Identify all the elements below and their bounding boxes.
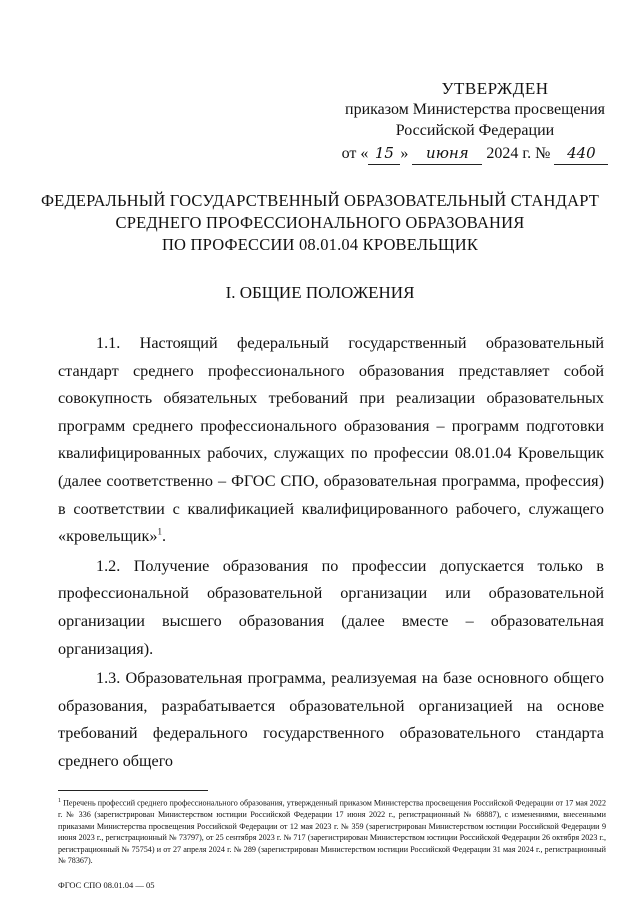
approval-line-federation: Российской Федерации [395,122,555,139]
footnote-text: Перечень профессий среднего профессионального образования, утвержденный приказом Министерства просвещения Российской Федерации от 17 мая 2022 г. № 336 (зарегистрирован Министерством юстиции Российской Федерации 17 июня 2022 г., регистрационный № 68887), с изменениями, внесенными приказами Министерства просвещения Российской Федерации от 12 мая 2023 г. № 359 (зарегистрирован Министерством юстиции Российской Федерации 9 июня 2023 г., регистрационный № 73797), от 25 сентября 2023 г. № 717 (зарегистрирован Министерством юстиции Российской Федерации 26 октября 2023 г., регистрационный № 75754) и от 27 апреля 2024 г. № 289 (зарегистрирован Министерством юстиции Российской Федерации 31 мая 2024 г., регистрационный № 78367). [58,798,606,866]
order-prefix: от « [341,145,369,162]
approval-line-ministry: приказом Министерства просвещения [345,101,605,118]
footnote [58,796,606,867]
footnote-reference: 1 [157,526,162,537]
footnote-divider [58,790,208,791]
paragraph-1-2: 1.2. Получение образования по профессии допускается только в профессиональной образовательной организации или образовательной организации высшего образования (далее вместе – образовательная организация). [58,556,604,658]
document-title-line-1: ФЕДЕРАЛЬНЫЙ ГОСУДАРСТВЕННЫЙ ОБРАЗОВАТЕЛЬНЫЙ СТАНДАРТ [40,191,600,210]
paragraph-1-1 [58,330,604,551]
page-footer-code: ФГОС СПО 08.01.04 — 05 [58,880,155,890]
footnote-mark: 1 [58,798,61,804]
approval-title: УТВЕРЖДЕН [441,79,549,98]
body-text [58,330,604,776]
document-title-line-3: ПО ПРОФЕССИИ 08.01.04 КРОВЕЛЬЩИК [161,235,479,254]
document-title-line-2: СРЕДНЕГО ПРОФЕССИОНАЛЬНОГО ОБРАЗОВАНИЯ [115,213,525,232]
document-title [40,190,600,256]
section-heading: I. ОБЩИЕ ПОЛОЖЕНИЯ [225,283,415,302]
order-number-handwritten: 440 [554,143,608,165]
paragraph-1-1-text: 1.1. Настоящий федеральный государственный образовательный стандарт среднего профессионального образования представляет собой совокупность обязательных требований при реализации образовательных программ среднего профессионального образования – программ подготовки квалифицированных рабочих, служащих по профессии 08.01.04 Кровельщик (далее соответственно – ФГОС СПО, образовательная программа, профессия) в соответствии с квалификацией квалифицированного рабочего, служащего «кровельщик» [58,334,604,546]
paragraph-1-3: 1.3. Образовательная программа, реализуемая на базе основного общего образования, разрабатывается образовательной организацией на основе требований федерального государственного образовательного стандарта среднего общего [58,669,604,770]
order-month-handwritten: июня [412,143,482,165]
order-year: 2024 г. № [486,145,551,162]
approval-block [340,78,610,165]
order-line [340,143,610,165]
order-mid: » [400,145,409,162]
paragraph-1-1-end: . [161,527,166,546]
order-day-handwritten: 15 [368,143,400,165]
